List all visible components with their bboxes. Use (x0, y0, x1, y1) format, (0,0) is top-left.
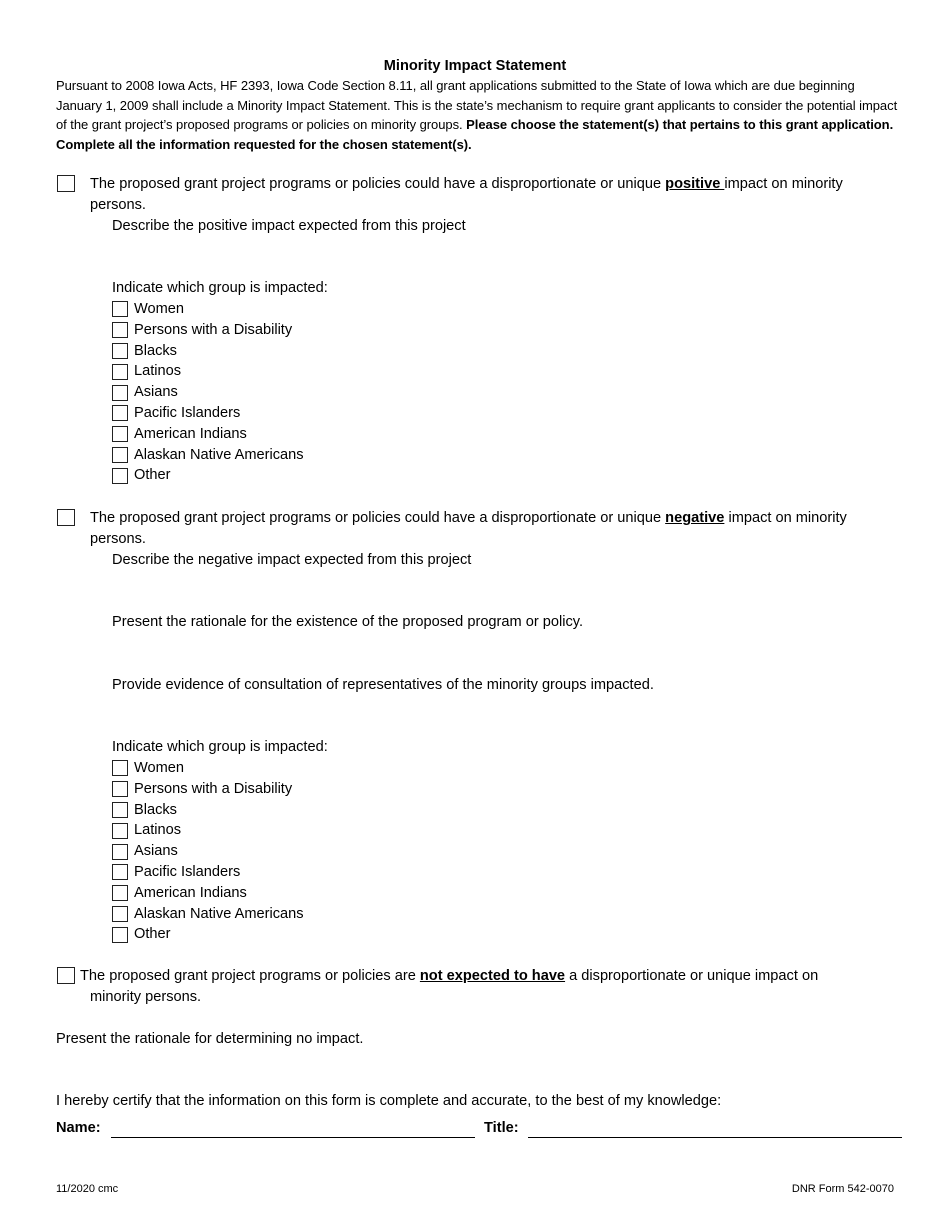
negative-group-latinos-checkbox[interactable] (112, 823, 128, 839)
positive-group-american-indians-label: American Indians (134, 425, 247, 442)
no-impact-checkbox[interactable] (57, 967, 75, 984)
positive-statement-text-end: impact on minority persons. (90, 176, 843, 213)
positive-impact-statement (90, 174, 890, 216)
name-input-line[interactable] (111, 1137, 475, 1138)
positive-group-women-checkbox[interactable] (112, 301, 128, 317)
negative-group-persons-with-a-disability (112, 779, 292, 800)
positive-emphasis: positive (665, 176, 725, 192)
no-impact-text: The proposed grant project programs or policies are (80, 968, 420, 984)
negative-group-american-indians (112, 883, 247, 904)
negative-group-asians-label: Asians (134, 843, 178, 860)
negative-emphasis: negative (665, 510, 725, 526)
positive-group-american-indians (112, 424, 247, 445)
negative-group-prompt: Indicate which group is impacted: (112, 739, 328, 755)
negative-group-women (112, 758, 184, 779)
negative-group-alaskan-native-americans-label: Alaskan Native Americans (134, 905, 304, 922)
negative-group-women-checkbox[interactable] (112, 760, 128, 776)
positive-describe-prompt: Describe the positive impact expected from this project (112, 218, 466, 234)
positive-group-blacks-label: Blacks (134, 342, 177, 359)
positive-group-american-indians-checkbox[interactable] (112, 426, 128, 442)
footer-form-number: DNR Form 542-0070 (791, 1183, 894, 1195)
positive-group-alaskan-native-americans (112, 445, 304, 466)
title-input-line[interactable] (528, 1137, 902, 1138)
negative-group-blacks (112, 800, 177, 821)
positive-group-latinos-checkbox[interactable] (112, 364, 128, 380)
negative-group-women-label: Women (134, 760, 185, 776)
no-impact-statement-line2: minority persons. (90, 989, 202, 1005)
negative-group-other-label: Other (134, 926, 171, 943)
intro-text: Pursuant to 2008 Iowa Acts, HF 2393, Iowa Code Section 8.11, all grant applications submitted to the State of Iowa which are due beginning January 1, 2009 shall include a Minority Impact Statement. This is the state’s mechanism to require grant applicants to consider the potential impact of the grant project’s proposed programs or policies on minority groups. (56, 78, 898, 132)
intro-instruction: Please choose the statement(s) that pertains to this grant application. Complete all the information requested for the chosen statement(s). (56, 117, 894, 152)
positive-group-latinos (112, 361, 181, 382)
negative-group-latinos-label: Latinos (134, 822, 182, 839)
negative-group-asians (112, 841, 178, 862)
positive-group-other-label: Other (134, 467, 171, 484)
negative-impact-checkbox-wrapper (57, 509, 75, 526)
footer-revision: 11/2020 cmc (56, 1183, 119, 1195)
negative-consultation-prompt: Provide evidence of consultation of representatives of the minority groups impacted. (112, 677, 654, 693)
negative-group-persons-with-a-disability-label: Persons with a Disability (134, 780, 293, 797)
positive-group-asians-label: Asians (134, 384, 178, 401)
negative-group-pacific-islanders (112, 862, 240, 883)
negative-group-asians-checkbox[interactable] (112, 844, 128, 860)
negative-impact-statement (90, 508, 890, 550)
negative-statement-text-end: impact on minority persons. (90, 510, 847, 547)
positive-impact-checkbox[interactable] (57, 175, 75, 192)
positive-group-pacific-islanders (112, 403, 240, 424)
negative-rationale-prompt: Present the rationale for the existence of the proposed program or policy. (112, 614, 584, 630)
positive-group-other (112, 465, 171, 486)
positive-group-other-checkbox[interactable] (112, 468, 128, 484)
negative-group-american-indians-label: American Indians (134, 884, 247, 901)
positive-group-prompt: Indicate which group is impacted: (112, 280, 328, 296)
positive-statement-text: The proposed grant project programs or policies could have a disproportionate or unique (90, 176, 666, 192)
positive-group-persons-with-a-disability-label: Persons with a Disability (134, 321, 293, 338)
negative-describe-prompt: Describe the negative impact expected from this project (112, 552, 472, 568)
positive-group-blacks-checkbox[interactable] (112, 343, 128, 359)
negative-group-blacks-label: Blacks (134, 801, 177, 818)
name-label: Name: (56, 1120, 101, 1136)
positive-group-persons-with-a-disability-checkbox[interactable] (112, 322, 128, 338)
positive-group-latinos-label: Latinos (134, 363, 182, 380)
no-impact-checkbox-wrapper (57, 967, 75, 984)
no-impact-statement-line1 (80, 966, 900, 987)
certification-statement: I hereby certify that the information on this form is complete and accurate, to the best of my knowledge: (56, 1093, 722, 1109)
negative-group-pacific-islanders-checkbox[interactable] (112, 864, 128, 880)
positive-group-asians (112, 382, 178, 403)
negative-group-pacific-islanders-label: Pacific Islanders (134, 864, 241, 880)
title-label: Title: (484, 1120, 519, 1136)
negative-group-latinos (112, 820, 181, 841)
negative-group-blacks-checkbox[interactable] (112, 802, 128, 818)
negative-group-other (112, 924, 171, 945)
negative-group-alaskan-native-americans (112, 904, 304, 925)
negative-impact-checkbox[interactable] (57, 509, 75, 526)
negative-statement-text: The proposed grant project programs or policies could have a disproportionate or unique (90, 510, 666, 526)
positive-group-pacific-islanders-checkbox[interactable] (112, 405, 128, 421)
positive-group-asians-checkbox[interactable] (112, 385, 128, 401)
positive-group-women-label: Women (134, 301, 185, 317)
intro-paragraph (56, 76, 898, 154)
page-title: Minority Impact Statement (383, 58, 567, 74)
negative-group-other-checkbox[interactable] (112, 927, 128, 943)
negative-group-american-indians-checkbox[interactable] (112, 885, 128, 901)
positive-group-alaskan-native-americans-checkbox[interactable] (112, 447, 128, 463)
positive-impact-checkbox-wrapper (57, 175, 75, 192)
positive-group-alaskan-native-americans-label: Alaskan Native Americans (134, 446, 304, 463)
positive-group-persons-with-a-disability (112, 320, 292, 341)
no-impact-rationale-prompt: Present the rationale for determining no impact. (56, 1031, 364, 1047)
negative-group-persons-with-a-disability-checkbox[interactable] (112, 781, 128, 797)
no-impact-text-end: a disproportionate or unique impact on (565, 968, 819, 984)
positive-group-pacific-islanders-label: Pacific Islanders (134, 405, 241, 421)
negative-group-alaskan-native-americans-checkbox[interactable] (112, 906, 128, 922)
no-impact-emphasis: not expected to have (419, 968, 566, 984)
positive-group-women (112, 299, 184, 320)
positive-group-blacks (112, 341, 177, 362)
